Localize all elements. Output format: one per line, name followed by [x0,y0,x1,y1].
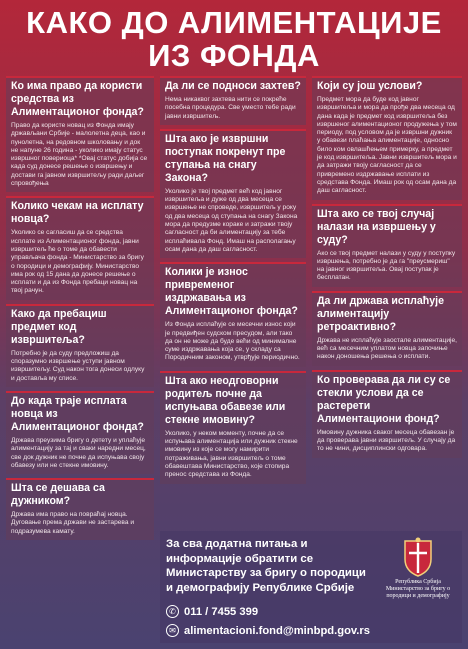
faq-question: Да ли се подноси захтев? [165,80,301,92]
faq-answer: Право да користе новац из Фонда имају држављани Србије - малолетна деца, као и пунолетна, на редовном школовању и док не напуне 26 година - уколико имају статус извршног повериоца* *Овај статус добија се када суд донесе решење о извршењу и достави га јавном извршитељу ради даљег спровођења [11,122,148,188]
coat-of-arms [378,537,458,637]
faq-card-waiting-time [6,196,154,299]
title-line-2: ИЗ ФОНДА [148,38,320,73]
page-title [0,6,468,72]
faq-card-debtor [6,478,154,540]
faq-answer: Уколико је твој предмет већ код јавног извршитеља и дуже од два месеца се извршење не спроведе, извршитељ у року од два месеца од ступања на снагу Закона мора да предузме кораке и затражи твоју сагласност да би алиментацију за тебе исплаћивала Фонд. Имаш на располагању осам дана да даш сагласност. [165,187,298,253]
column-left [6,76,154,544]
faq-answer: Ако се твој предмет налази у суду у поступку извршења, потребно је да га "преусмериш" на јавног извршитеља. Овај поступак је бесплатан. [317,249,456,282]
faq-answer: Држава има право на повраћај новца. Дуговање према држави не застарева и подразумева камату. [11,511,135,535]
faq-card-amount [160,262,306,366]
faq-question: Шта ако неодговорни родитељ почне да испуњава обавезе или стекне имовину? [165,374,286,426]
faq-question: Шта ако је извршни поступак покренут пре ступања на снагу Закона? [165,132,286,184]
faq-question: Да ли држава исплаћује алиментацију ретроактивно? [317,294,444,333]
faq-question: Ко проверава да ли су се стекли услови да се растерети Алиментациони фонд? [317,373,451,425]
faq-card-conditions [312,76,462,200]
faq-card-payment-duration [6,391,154,474]
faq-card-parent-pays [160,371,306,484]
faq-question: Колико чекам на исплату новца? [11,200,144,226]
phone-number[interactable]: 011 / 7455 399 [184,605,259,618]
faq-answer: Имовину дужника сваког месеца обавезан је да проверава јавни извршитељ. У случају да то не чини, дисциплински одговара. [317,428,456,453]
faq-answer: Држава не исплаћује заостале алиментације, већ са месечним уплатом новца започиње након доношења решења о исплати. [317,336,457,361]
column-right [312,76,462,462]
email-link[interactable]: alimentacioni.fond@minbpd.gov.rs [184,624,370,637]
faq-answer: Уколико се сагласиш да се средства исплате из Алиментационог фонда, јавни извршитељ ће о томе да обавести управљача фонда - Министарство за бригу о породици и демографију. Министарство има рок од 15 дана да донесе решење о исплати и да из Фонда пребаци новац на твој рачун. [11,229,144,295]
email-row[interactable] [166,624,370,637]
envelope-icon: ✉ [166,624,179,637]
faq-card-who-is-eligible [6,76,154,192]
faq-card-transfer-case [6,304,154,387]
faq-answer: Нема никаквог захтева нити се покреће посебна процедура. Све уместо тебе ради јавни извршитељ. [165,96,296,120]
faq-question: До када траје исплата новца из Алиментационог фонда? [11,394,144,433]
contact-heading: За сва додатна питања и информације обратити се Министарству за бригу о породици и демографију Републике Србије [166,538,366,594]
faq-answer: Уколико, у неком моменту, почне да се испуњава алиментација или дужник стекне имовину из које се могу намирити потраживања, јавни извршитељ о томе обавештава Министарство, које стопира пренос средстава из Фонда. [165,429,298,479]
column-middle [160,76,306,488]
faq-card-before-law [160,129,306,258]
faq-question: Шта се дешава са дужником? [11,482,105,508]
faq-card-request [160,76,306,125]
phone-icon: ✆ [166,605,179,618]
faq-question: Шта ако се твој случај налази на извршењу у суду? [317,207,436,246]
serbia-crest-icon [401,537,435,577]
faq-answer: Предмет мора да буде код јавног извршитеља и мора да прође два месеца од дана када је предмет код извршитеља без извршеног алиментационог продужења у том периоду, под условом да је извршни дужник у обавези плаћања алиментације, односно било ком овлашћењем примерку, а предмет је код извршитеља. Јавни извршитељ мора и да затражи твоју сагласност да се привремено издржавање исплати из средстава Фонда. Имаш рок од осам дана да даш сагласност. [317,96,457,195]
ministry-name: Република Србија Министарство за бригу о породици и демографију [385,579,451,599]
phone-row[interactable] [166,605,258,618]
faq-question: Колики је износ привременог издржавања из Алиментационог фонда? [165,266,298,318]
faq-card-retroactive [312,291,462,366]
faq-answer: Из Фонда исплаћује се месечни износ који је предвиђен судском пресудом, али тако да он не може да буде већи од минималне суме издржавања која се, у складу са Породичним законом, утврђује периодично. [165,321,300,362]
faq-answer: Потребно је да суду предложиш да споразумно извршење уступи јавном извршитељу. Суд након тога донеси одлуку и доставља му списе. [11,349,145,382]
faq-answer: Држава преузима бригу о детету и уплаћује алиментацију за тај и сваки наредни месец, све док дужник не почне да испуњава своју обавезу или не стекне имовину. [11,436,146,469]
faq-card-court-case [312,204,462,287]
faq-question: Који су још услови? [317,80,423,92]
faq-card-who-checks [312,370,462,458]
contact-box [160,531,462,643]
faq-question: Како да пребациш предмет код извршитеља? [11,307,107,346]
faq-question: Ко има право да користи средства из Алиментационог фонда? [11,80,144,118]
title-line-1: КАКО ДО АЛИМЕНТАЦИЈЕ [26,5,442,40]
